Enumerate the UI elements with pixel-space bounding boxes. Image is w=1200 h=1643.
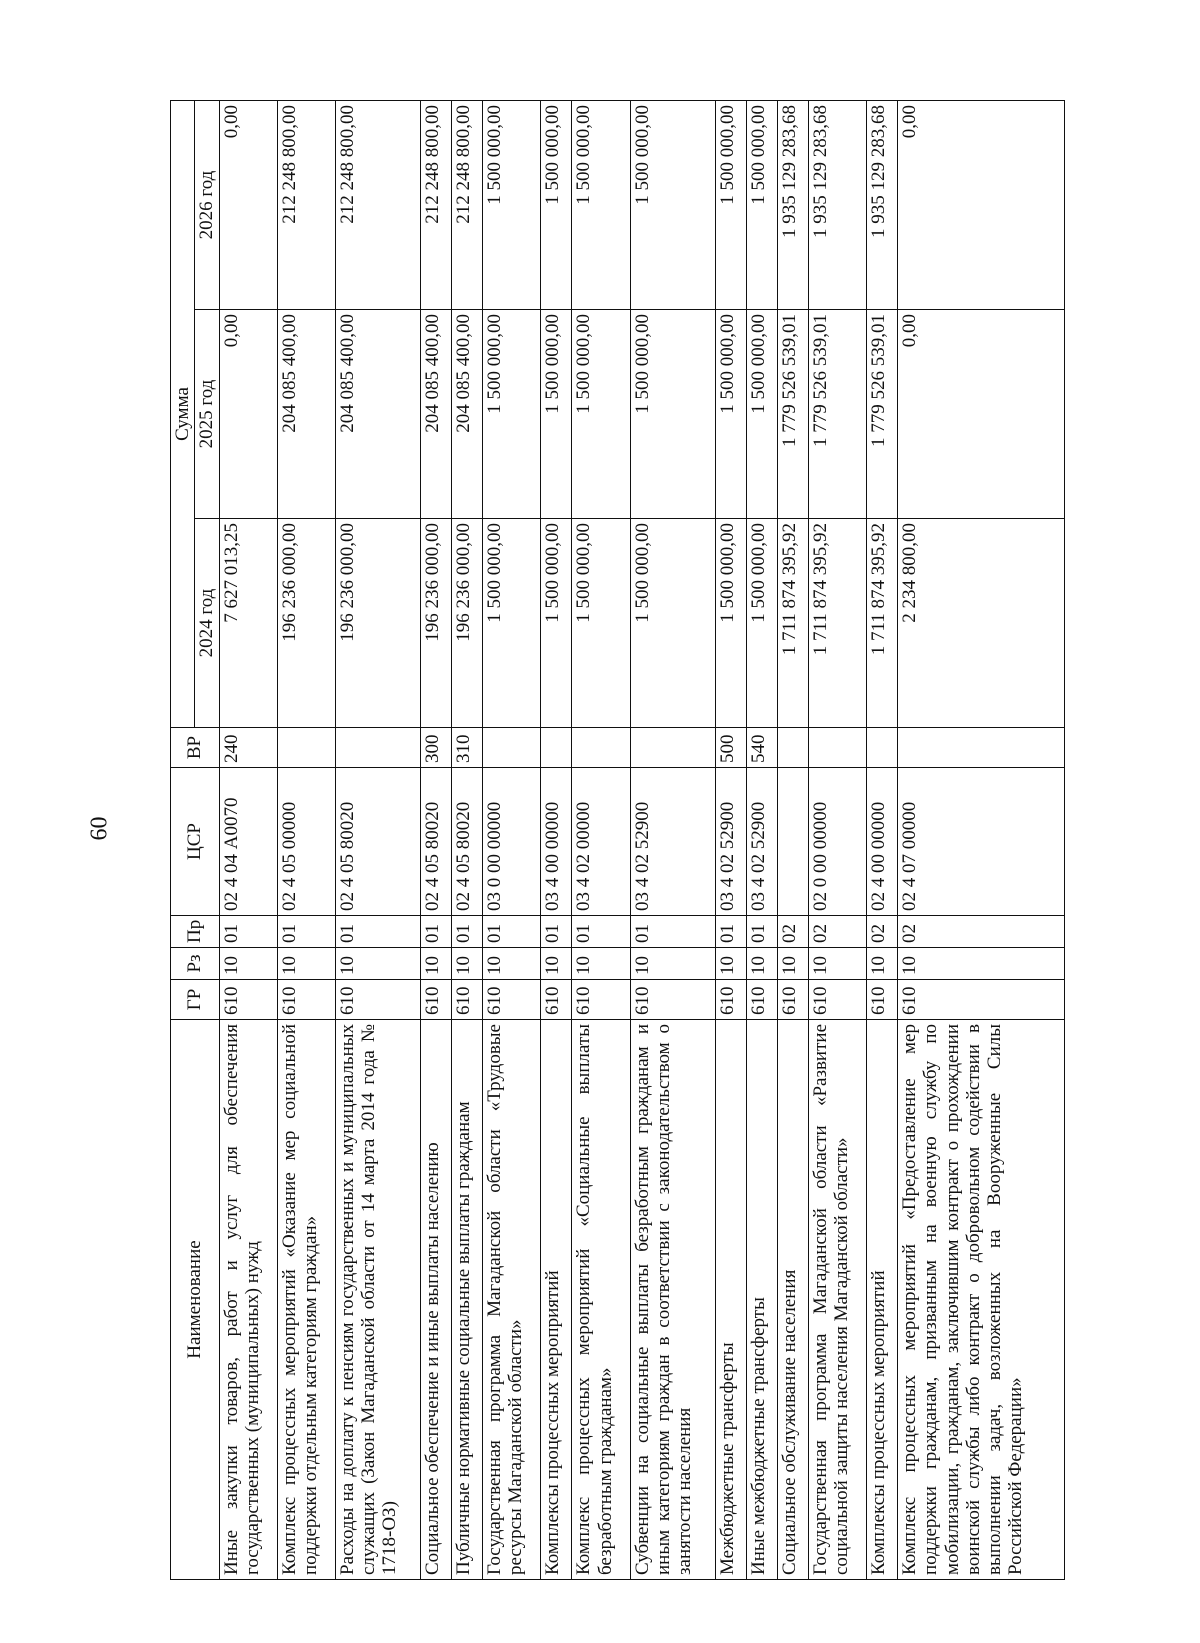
cell-2024: 1 500 000,00 xyxy=(572,519,630,728)
cell-2026: 1 500 000,00 xyxy=(630,101,715,310)
cell-2026: 212 248 800,00 xyxy=(277,101,335,310)
cell-2026: 1 500 000,00 xyxy=(572,101,630,310)
cell-2025: 1 779 526 539,01 xyxy=(867,310,898,519)
cell-rz: 10 xyxy=(572,948,630,980)
cell-gr: 610 xyxy=(630,980,715,1020)
cell-vr xyxy=(483,728,541,768)
cell-csr: 02 0 00 00000 xyxy=(808,768,866,916)
cell-csr: 03 4 00 00000 xyxy=(541,768,572,916)
cell-csr: 03 4 02 52900 xyxy=(715,768,746,916)
cell-2026: 1 500 000,00 xyxy=(541,101,572,310)
table-row xyxy=(898,101,1065,1580)
cell-rz: 10 xyxy=(898,948,1065,980)
cell-gr: 610 xyxy=(483,980,541,1020)
cell-csr: 02 4 00 00000 xyxy=(867,768,898,916)
cell-gr: 610 xyxy=(867,980,898,1020)
page-number: 60 xyxy=(86,816,113,841)
cell-2024: 196 236 000,00 xyxy=(335,519,420,728)
cell-csr: 02 4 05 80020 xyxy=(335,768,420,916)
cell-csr: 02 4 05 80020 xyxy=(452,768,483,916)
cell-2024: 2 234 800,00 xyxy=(898,519,1065,728)
cell-gr: 610 xyxy=(541,980,572,1020)
cell-2026: 1 935 129 283,68 xyxy=(777,101,808,310)
table-row xyxy=(277,101,335,1580)
cell-2026: 212 248 800,00 xyxy=(452,101,483,310)
cell-pr: 01 xyxy=(421,916,452,948)
cell-2026: 0,00 xyxy=(898,101,1065,310)
cell-2024: 1 500 000,00 xyxy=(746,519,777,728)
table-row xyxy=(541,101,572,1580)
cell-name: Государственная программа Магаданской области «Трудовые ресурсы Магаданской области» xyxy=(483,1020,541,1580)
cell-2026: 212 248 800,00 xyxy=(421,101,452,310)
cell-2026: 212 248 800,00 xyxy=(335,101,420,310)
cell-pr: 02 xyxy=(898,916,1065,948)
cell-2024: 1 500 000,00 xyxy=(630,519,715,728)
cell-vr xyxy=(630,728,715,768)
cell-name: Субвенции на социальные выплаты безработным гражданам и иным категориям граждан в соответствии с законодательством о занятости населения xyxy=(630,1020,715,1580)
cell-2025: 204 085 400,00 xyxy=(452,310,483,519)
cell-gr: 610 xyxy=(219,980,277,1020)
cell-2024: 196 236 000,00 xyxy=(277,519,335,728)
cell-2025: 1 500 000,00 xyxy=(630,310,715,519)
cell-rz: 10 xyxy=(277,948,335,980)
cell-csr: 03 0 00 00000 xyxy=(483,768,541,916)
cell-vr xyxy=(808,728,866,768)
budget-table xyxy=(170,100,1065,1580)
cell-2026: 1 500 000,00 xyxy=(483,101,541,310)
cell-2025: 204 085 400,00 xyxy=(277,310,335,519)
table-row xyxy=(572,101,630,1580)
cell-vr xyxy=(898,728,1065,768)
cell-2026: 1 500 000,00 xyxy=(715,101,746,310)
table-row xyxy=(746,101,777,1580)
cell-csr: 02 4 05 00000 xyxy=(277,768,335,916)
cell-csr xyxy=(777,768,808,916)
header-rz: Рз xyxy=(171,948,220,980)
cell-name: Комплекс процессных мероприятий «Предоставление мер поддержки гражданам, призванным на военную службу по мобилизации, гражданам, заключившим контракт о прохождении воинской службы либо контракт о добровольном содействии в выполнении задач, возложенных на Вооруженные Силы Российской Федерации» xyxy=(898,1020,1065,1580)
cell-2025: 1 500 000,00 xyxy=(541,310,572,519)
cell-2024: 196 236 000,00 xyxy=(452,519,483,728)
table-row xyxy=(867,101,898,1580)
cell-2024: 1 711 874 395,92 xyxy=(867,519,898,728)
cell-gr: 610 xyxy=(421,980,452,1020)
table-row xyxy=(452,101,483,1580)
cell-vr xyxy=(335,728,420,768)
header-csr: ЦСР xyxy=(171,768,220,916)
cell-2026: 1 935 129 283,68 xyxy=(808,101,866,310)
cell-pr: 01 xyxy=(541,916,572,948)
cell-name: Публичные нормативные социальные выплаты гражданам xyxy=(452,1020,483,1580)
cell-csr: 03 4 02 52900 xyxy=(746,768,777,916)
cell-name: Государственная программа Магаданской области «Развитие социальной защиты населения Магаданской области» xyxy=(808,1020,866,1580)
cell-rz: 10 xyxy=(421,948,452,980)
cell-name: Комплекс процессных мероприятий «Оказание мер социальной поддержки отдельным категориям граждан» xyxy=(277,1020,335,1580)
cell-vr: 500 xyxy=(715,728,746,768)
table-row xyxy=(715,101,746,1580)
cell-name: Комплекс процессных мероприятий «Социальные выплаты безработным гражданам» xyxy=(572,1020,630,1580)
cell-2025: 1 779 526 539,01 xyxy=(777,310,808,519)
table-row xyxy=(335,101,420,1580)
cell-2024: 196 236 000,00 xyxy=(421,519,452,728)
cell-2025: 1 779 526 539,01 xyxy=(808,310,866,519)
cell-vr xyxy=(777,728,808,768)
cell-vr xyxy=(572,728,630,768)
cell-name: Социальное обеспечение и иные выплаты населению xyxy=(421,1020,452,1580)
cell-2026: 1 500 000,00 xyxy=(746,101,777,310)
cell-name: Социальное обслуживание населения xyxy=(777,1020,808,1580)
cell-vr xyxy=(867,728,898,768)
cell-vr xyxy=(541,728,572,768)
cell-pr: 01 xyxy=(335,916,420,948)
cell-2025: 1 500 000,00 xyxy=(746,310,777,519)
cell-2025: 1 500 000,00 xyxy=(483,310,541,519)
cell-name: Иные межбюджетные трансферты xyxy=(746,1020,777,1580)
cell-vr: 240 xyxy=(219,728,277,768)
header-year-2025: 2025 год xyxy=(195,310,219,519)
cell-csr: 02 4 05 80020 xyxy=(421,768,452,916)
cell-2024: 7 627 013,25 xyxy=(219,519,277,728)
cell-2025: 0,00 xyxy=(219,310,277,519)
cell-2025: 204 085 400,00 xyxy=(421,310,452,519)
cell-rz: 10 xyxy=(219,948,277,980)
cell-rz: 10 xyxy=(777,948,808,980)
cell-pr: 02 xyxy=(867,916,898,948)
cell-2024: 1 711 874 395,92 xyxy=(777,519,808,728)
header-vr: ВР xyxy=(171,728,220,768)
cell-vr xyxy=(277,728,335,768)
cell-2025: 0,00 xyxy=(898,310,1065,519)
cell-pr: 01 xyxy=(746,916,777,948)
table-row xyxy=(808,101,866,1580)
header-row-1 xyxy=(171,101,195,1580)
header-year-2026: 2026 год xyxy=(195,101,219,310)
cell-csr: 03 4 02 00000 xyxy=(572,768,630,916)
header-year-2024: 2024 год xyxy=(195,519,219,728)
cell-vr: 310 xyxy=(452,728,483,768)
cell-csr: 02 4 07 00000 xyxy=(898,768,1065,916)
cell-gr: 610 xyxy=(808,980,866,1020)
cell-pr: 01 xyxy=(483,916,541,948)
cell-pr: 01 xyxy=(715,916,746,948)
table-row xyxy=(483,101,541,1580)
cell-gr: 610 xyxy=(898,980,1065,1020)
cell-2025: 1 500 000,00 xyxy=(715,310,746,519)
cell-name: Комплексы процессных мероприятий xyxy=(867,1020,898,1580)
cell-rz: 10 xyxy=(808,948,866,980)
cell-2024: 1 500 000,00 xyxy=(541,519,572,728)
cell-pr: 01 xyxy=(452,916,483,948)
cell-name: Иные закупки товаров, работ и услуг для обеспечения государственных (муниципальных) нужд xyxy=(219,1020,277,1580)
cell-2026: 1 935 129 283,68 xyxy=(867,101,898,310)
header-pr: Пр xyxy=(171,916,220,948)
cell-name: Комплексы процессных мероприятий xyxy=(541,1020,572,1580)
table-row xyxy=(630,101,715,1580)
table-row xyxy=(219,101,277,1580)
cell-rz: 10 xyxy=(867,948,898,980)
cell-csr: 03 4 02 52900 xyxy=(630,768,715,916)
cell-gr: 610 xyxy=(715,980,746,1020)
cell-csr: 02 4 04 А0070 xyxy=(219,768,277,916)
cell-2025: 1 500 000,00 xyxy=(572,310,630,519)
cell-gr: 610 xyxy=(777,980,808,1020)
cell-rz: 10 xyxy=(335,948,420,980)
header-sum: Сумма xyxy=(171,101,195,728)
cell-gr: 610 xyxy=(746,980,777,1020)
cell-2024: 1 711 874 395,92 xyxy=(808,519,866,728)
cell-gr: 610 xyxy=(572,980,630,1020)
cell-pr: 02 xyxy=(777,916,808,948)
cell-gr: 610 xyxy=(335,980,420,1020)
header-name: Наименование xyxy=(171,1020,220,1580)
cell-pr: 01 xyxy=(572,916,630,948)
cell-pr: 01 xyxy=(277,916,335,948)
cell-rz: 10 xyxy=(715,948,746,980)
cell-rz: 10 xyxy=(746,948,777,980)
cell-pr: 01 xyxy=(219,916,277,948)
table-body xyxy=(219,101,1064,1580)
cell-name: Расходы на доплату к пенсиям государственных и муниципальных служащих (Закон Магаданской области от 14 марта 2014 года № 1718-ОЗ) xyxy=(335,1020,420,1580)
table-row xyxy=(421,101,452,1580)
cell-pr: 02 xyxy=(808,916,866,948)
cell-pr: 01 xyxy=(630,916,715,948)
cell-2024: 1 500 000,00 xyxy=(715,519,746,728)
cell-2025: 204 085 400,00 xyxy=(335,310,420,519)
cell-rz: 10 xyxy=(630,948,715,980)
cell-rz: 10 xyxy=(541,948,572,980)
cell-gr: 610 xyxy=(452,980,483,1020)
cell-name: Межбюджетные трансферты xyxy=(715,1020,746,1580)
cell-rz: 10 xyxy=(452,948,483,980)
cell-vr: 540 xyxy=(746,728,777,768)
table-row xyxy=(777,101,808,1580)
cell-2024: 1 500 000,00 xyxy=(483,519,541,728)
header-gr: ГР xyxy=(171,980,220,1020)
rotated-table-wrapper xyxy=(170,100,1065,1580)
cell-rz: 10 xyxy=(483,948,541,980)
cell-2026: 0,00 xyxy=(219,101,277,310)
cell-vr: 300 xyxy=(421,728,452,768)
cell-gr: 610 xyxy=(277,980,335,1020)
